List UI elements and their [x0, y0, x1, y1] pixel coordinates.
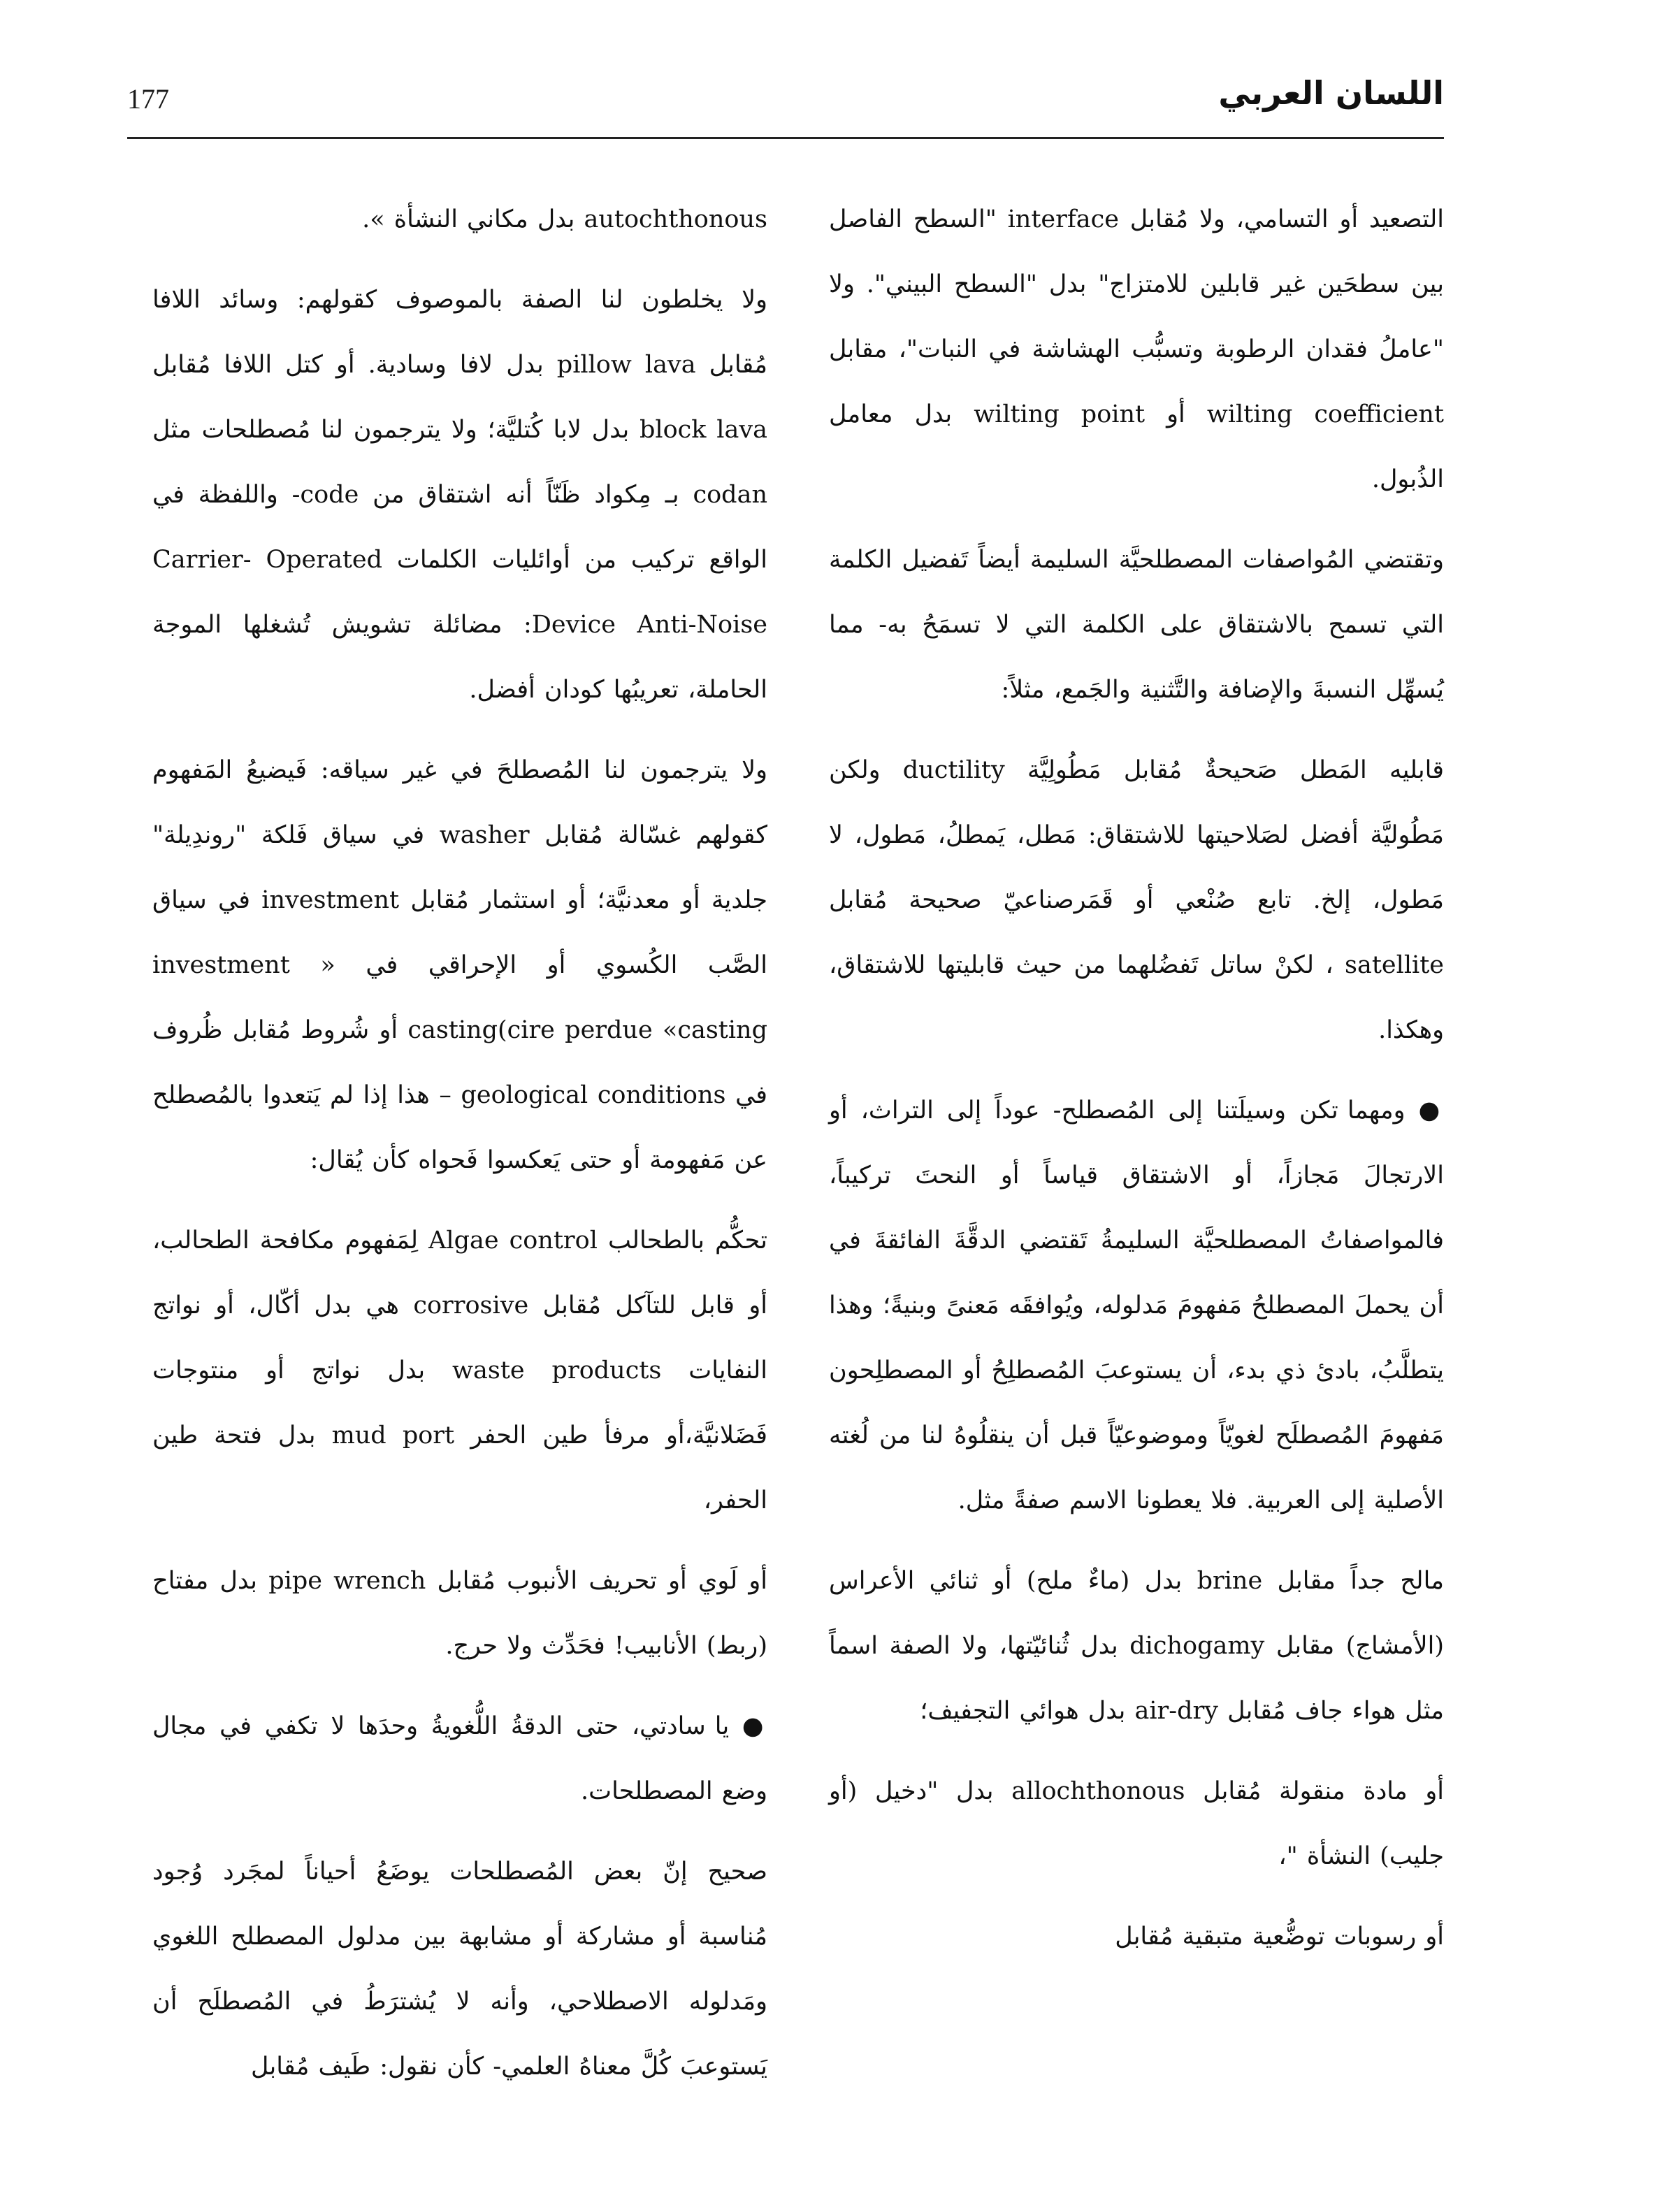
header-rule: [127, 137, 1444, 139]
left-column: [152, 187, 767, 2115]
paragraph: أو مادة منقولة مُقابل allochthonous بدل "دخيل (أو جليب) النشأة "،: [829, 1777, 1444, 1870]
paragraph: صحيح إنّ بعض المُصطلحات يوضَعُ أحياناً لمجَرد وُجود مُناسبة أو مشاركة أو مشابهة بين مدلول المصطلح اللغوي ومَدلوله الاصطلاحي، وأنه لا يُشترَطُ في المُصطلَح أن يَستوعبَ كُلَّ معناهُ العلمي- كأن نقول: طَيف مُقابل: [152, 1858, 767, 2081]
paragraph: وتقتضي المُواصفات المصطلحيَّة السليمة أيضاً تَفضيل الكلمة التي تسمح بالاشتقاق على الكلمة التي لا تسمَحُ به- مما يُسهِّل النسبةَ والإضافة والتَّثنية والجَمع، مثلاً:: [829, 546, 1444, 704]
page-number: 177: [127, 83, 169, 115]
journal-logo: اللسان العربي: [1218, 74, 1444, 112]
paragraph: أو رسوبات توضُّعية متبقية مُقابل: [1115, 1923, 1444, 1951]
paragraph: تحكُّم بالطحالب Algae control لِمَفهوم مكافحة الطحالب، أو قابل للتآكل مُقابل corrosive هي بدل أكّال، أو نواتج النفايات waste products بدل نواتج أو منتوجات فَضَلانيَّة،أو مرفأ طين الحفر mud port بدل فتحة طين الحفر،: [152, 1227, 768, 1515]
paragraph: ولا يترجمون لنا المُصطلحَ في غير سياقه: فَيضيعُ المَفهوم كقولهم غسّالة مُقابل washer في سياق فَلكة "روندِيلة" جلدية أو معدنيَّة؛ أو استثمار مُقابل investment في سياق الصَّب الكُسوي أو الإحراقي في « investment casting(cire perdue «casting أو شُروط مُقابل ظُروف في geological conditions – هذا إذا لم يَتعدوا بالمُصطلح عن مَفهومة أو حتى يَعكسوا فَحواه كأن يُقال:: [152, 756, 767, 1174]
paragraph: مالح جداً مقابل brine بدل (ماءٌ ملح) أو ثنائي الأعراس (الأمشاج) مقابل dichogamy بدل ثُنائيّتها، ولا الصفة اسماً مثل هواء جاف مُقابل air-dry بدل هوائي التجفيف؛: [829, 1567, 1444, 1725]
paragraph: التصعيد أو التسامي، ولا مُقابل interface "السطح الفاصل بين سطحَين غير قابلين للامتزاج" بدل "السطح البيني". ولا "عاملُ فقدان الرطوبة وتسبُّب الهشاشة في النبات"، مقابل wilting coefficient أو wilting point بدل معامل الذُبول.: [829, 205, 1444, 493]
right-column: [829, 187, 1444, 1985]
paragraph: ولا يخلطون لنا الصفة بالموصوف كقولهم: وسائد اللافا مُقابل pillow lava بدل لافا وسادية. أو كتل اللافا مُقابل block lava بدل لابا كُتليَّة؛ ولا يترجمون لنا مُصطلحات مثل codan بـ مِكواد ظَنّاً أنه اشتقاق من code- واللفظة في الواقع تركيب من أوائليات الكلمات Carrier- Operated Device Anti-Noise: مضائلة تشويش تُشغلها الموجة الحاملة، تعريبُها كودان أفضل.: [152, 286, 767, 704]
paragraph: قابليه المَطل صَحيحةٌ مُقابل مَطُولِيَّة ductility ولكن مَطُوليَّة أفضل لصَلاحيتها للاشتقاق: مَطل، يَمطلُ، مَطول، لا مَطول، إلخ. تابع صُنْعي أو قَمَرصناعيّ صحيحة مُقابل satellite ، لكنْ ساتل تَفضُلهما من حيث قابليتها للاشتقاق، وهكذا.: [829, 756, 1444, 1044]
bullet-paragraph: ● ومهما تكن وسيلَتنا إلى المُصطلح- عوداً إلى التراث، أو الارتجالَ مَجازاً، أو الاشتقاق قياساً أو النحتَ تركيباً، فالمواصفاتُ المصطلحيَّة السليمةُ تَقتضي الدقَّةَ الفائقةَ في أن يحملَ المصطلحُ مَفهومَ مَدلوله، ويُوافقَه مَعنىً وبنيةً؛ وهذا يتطلَّبُ، بادئ ذي بدء، أن يستوعبَ المُصطلِحُ أو المصطلِحون مَفهومَ المُصطلَح لغويّاً وموضوعيّاً قبل أن ينقلُوهُ لنا من لُغته الأصلية إلى العربية. فلا يعطونا الاسم صفةً مثل.: [829, 1078, 1444, 1533]
paragraph: autochthonous بدل مكاني النشأة ».: [362, 205, 767, 233]
bullet-paragraph: ● يا سادتي، حتى الدقةُ اللُّغويةُ وحدَها لا تكفي في مجال وضع المصطلحات.: [152, 1694, 767, 1824]
paragraph: أو لَوي أو تحريف الأنبوب مُقابل pipe wrench بدل مفتاح (ربط) الأنابيب! فحَدِّث ولا حرج.: [152, 1567, 767, 1660]
